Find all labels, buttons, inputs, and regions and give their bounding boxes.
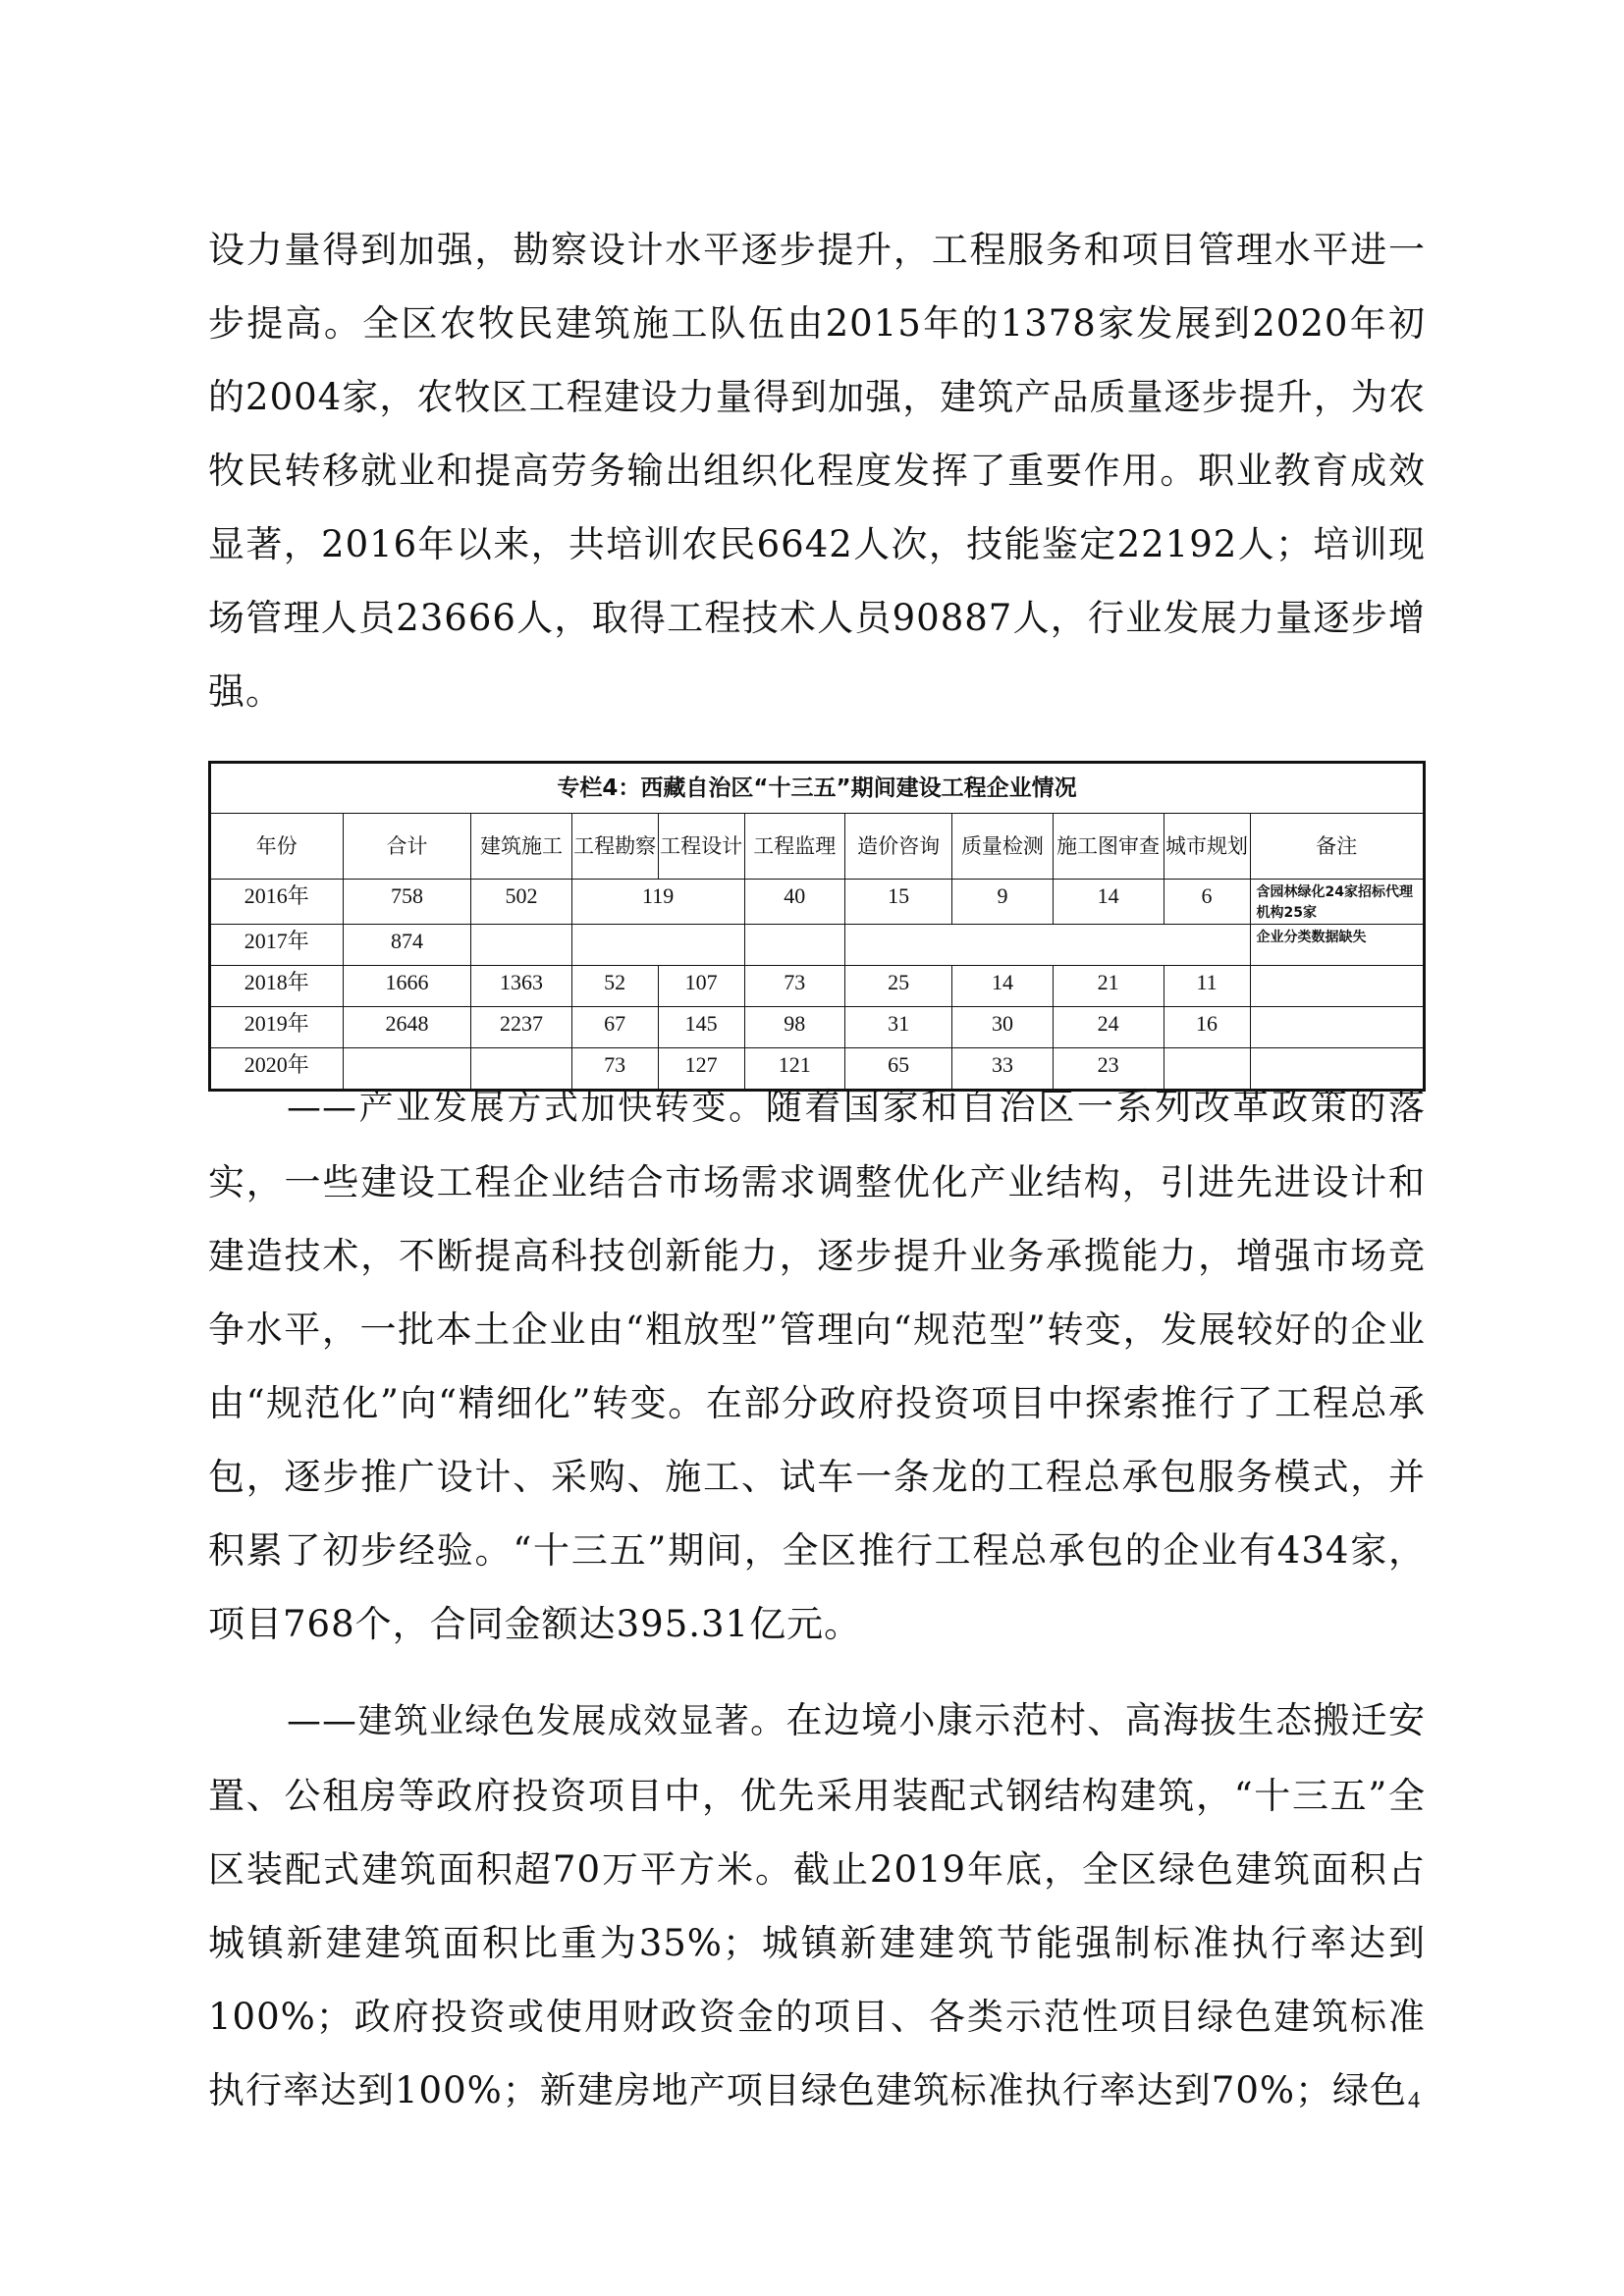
cell-year: 2019年	[210, 1007, 344, 1048]
table-column-4	[208, 761, 1426, 1092]
table-row	[210, 925, 1425, 966]
cell-total: 1666	[343, 966, 471, 1007]
cell-note	[1250, 1007, 1424, 1048]
cell-note	[1250, 966, 1424, 1007]
cell-quality: 14	[952, 966, 1053, 1007]
header-year: 年份	[210, 814, 344, 880]
cell-cost: 31	[844, 1007, 951, 1048]
header-planning: 城市规划	[1164, 814, 1250, 880]
cell-total: 758	[343, 880, 471, 925]
cell-supervision: 73	[744, 966, 844, 1007]
header-supervision: 工程监理	[744, 814, 844, 880]
header-construction: 建筑施工	[471, 814, 571, 880]
cell-quality: 9	[952, 880, 1053, 925]
paragraph-lead: ——产业发展方式加快转变。	[287, 1089, 766, 1128]
cell-cost: 25	[844, 966, 951, 1007]
cell-total: 2648	[343, 1007, 471, 1048]
cell-supervision: 40	[744, 880, 844, 925]
cell-review: 21	[1053, 966, 1164, 1007]
cell-note: 含园林绿化24家招标代理机构25家	[1250, 880, 1424, 925]
paragraph-green-development	[208, 1683, 1426, 2127]
paragraph-body: 随着国家和自治区一系列改革政策的落实，一些建设工程企业结合市场需求调整优化产业结构，引进先进设计和建造技术，不断提高科技创新能力，逐步提升业务承揽能力，增强市场竞争水平，一批本土企业由“粗放型”管理向“规范型”转变，发展较好的企业由“规范化”向“精细化”转变。在部分政府投资项目中探索推行了工程总承包，逐步推广设计、采购、施工、试车一条龙的工程总承包服务模式，并积累了初步经验。“十三五”期间，全区推行工程总承包的企业有434家，项目768个，合同金额达395.31亿元。	[208, 1086, 1426, 1645]
cell-design: 145	[658, 1007, 744, 1048]
cell-other	[844, 925, 1250, 966]
paragraph-workforce: 设力量得到加强，勘察设计水平逐步提升，工程服务和项目管理水平进一步提高。全区农牧民建筑施工队伍由2015年的1378家发展到2020年初的2004家，农牧区工程建设力量得到加强，建筑产品质量逐步提升，为农牧民转移就业和提高劳务输出组织化程度发挥了重要作用。职业教育成效显著，2016年以来，共培训农民6642人次，技能鉴定22192人；培训现场管理人员23666人，取得工程技术人员90887人，行业发展力量逐步增强。	[208, 229, 1426, 713]
cell-cost: 65	[844, 1048, 951, 1091]
table-row	[210, 1007, 1425, 1048]
header-note: 备注	[1250, 814, 1424, 880]
cell-survey: 73	[571, 1048, 658, 1091]
paragraph-body: 在边境小康示范村、高海拔生态搬迁安置、公租房等政府投资项目中，优先采用装配式钢结构建筑，“十三五”全区装配式建筑面积超70万平方米。截止2019年底，全区绿色建筑面积占城镇新建建筑面积比重为35%；城镇新建建筑节能强制标准执行率达到100%；政府投资或使用财政资金的项目、各类示范性项目绿色建筑标准执行率达到100%；新建房地产项目绿色建筑标准执行率达到70%；绿色	[208, 1699, 1426, 2111]
cell-review: 14	[1053, 880, 1164, 925]
page-number: 4	[1408, 2088, 1420, 2113]
cell-cost: 15	[844, 880, 951, 925]
cell-note: 企业分类数据缺失	[1250, 925, 1424, 966]
cell-total: 874	[343, 925, 471, 966]
cell-construction: 2237	[471, 1007, 571, 1048]
header-quality: 质量检测	[952, 814, 1053, 880]
table-row	[210, 966, 1425, 1007]
cell-construction	[471, 925, 571, 966]
cell-quality: 33	[952, 1048, 1053, 1091]
cell-quality: 30	[952, 1007, 1053, 1048]
header-survey: 工程勘察	[571, 814, 658, 880]
header-review: 施工图审查	[1053, 814, 1164, 880]
cell-review: 23	[1053, 1048, 1164, 1091]
header-cost: 造价咨询	[844, 814, 951, 880]
paragraph-industry-transformation	[208, 1070, 1426, 1661]
header-total: 合计	[343, 814, 471, 880]
cell-construction: 502	[471, 880, 571, 925]
cell-construction: 1363	[471, 966, 571, 1007]
cell-year: 2018年	[210, 966, 344, 1007]
cell-survey-design: 119	[571, 880, 744, 925]
cell-planning: 16	[1164, 1007, 1250, 1048]
table-header-row	[210, 814, 1425, 880]
cell-planning: 6	[1164, 880, 1250, 925]
cell-survey: 67	[571, 1007, 658, 1048]
cell-year: 2020年	[210, 1048, 344, 1091]
cell-survey: 52	[571, 966, 658, 1007]
cell-supervision	[744, 925, 844, 966]
cell-year: 2017年	[210, 925, 344, 966]
header-design: 工程设计	[658, 814, 744, 880]
cell-year: 2016年	[210, 880, 344, 925]
cell-planning: 11	[1164, 966, 1250, 1007]
cell-review: 24	[1053, 1007, 1164, 1048]
paragraph-lead: ——建筑业绿色发展成效显著。	[287, 1702, 786, 1741]
cell-supervision: 121	[744, 1048, 844, 1091]
enterprise-table	[208, 761, 1426, 1092]
cell-supervision: 98	[744, 1007, 844, 1048]
table-row	[210, 880, 1425, 925]
cell-survey-design	[571, 925, 744, 966]
cell-design: 107	[658, 966, 744, 1007]
table-title: 专栏4：西藏自治区“十三五”期间建设工程企业情况	[210, 763, 1425, 814]
cell-design: 127	[658, 1048, 744, 1091]
